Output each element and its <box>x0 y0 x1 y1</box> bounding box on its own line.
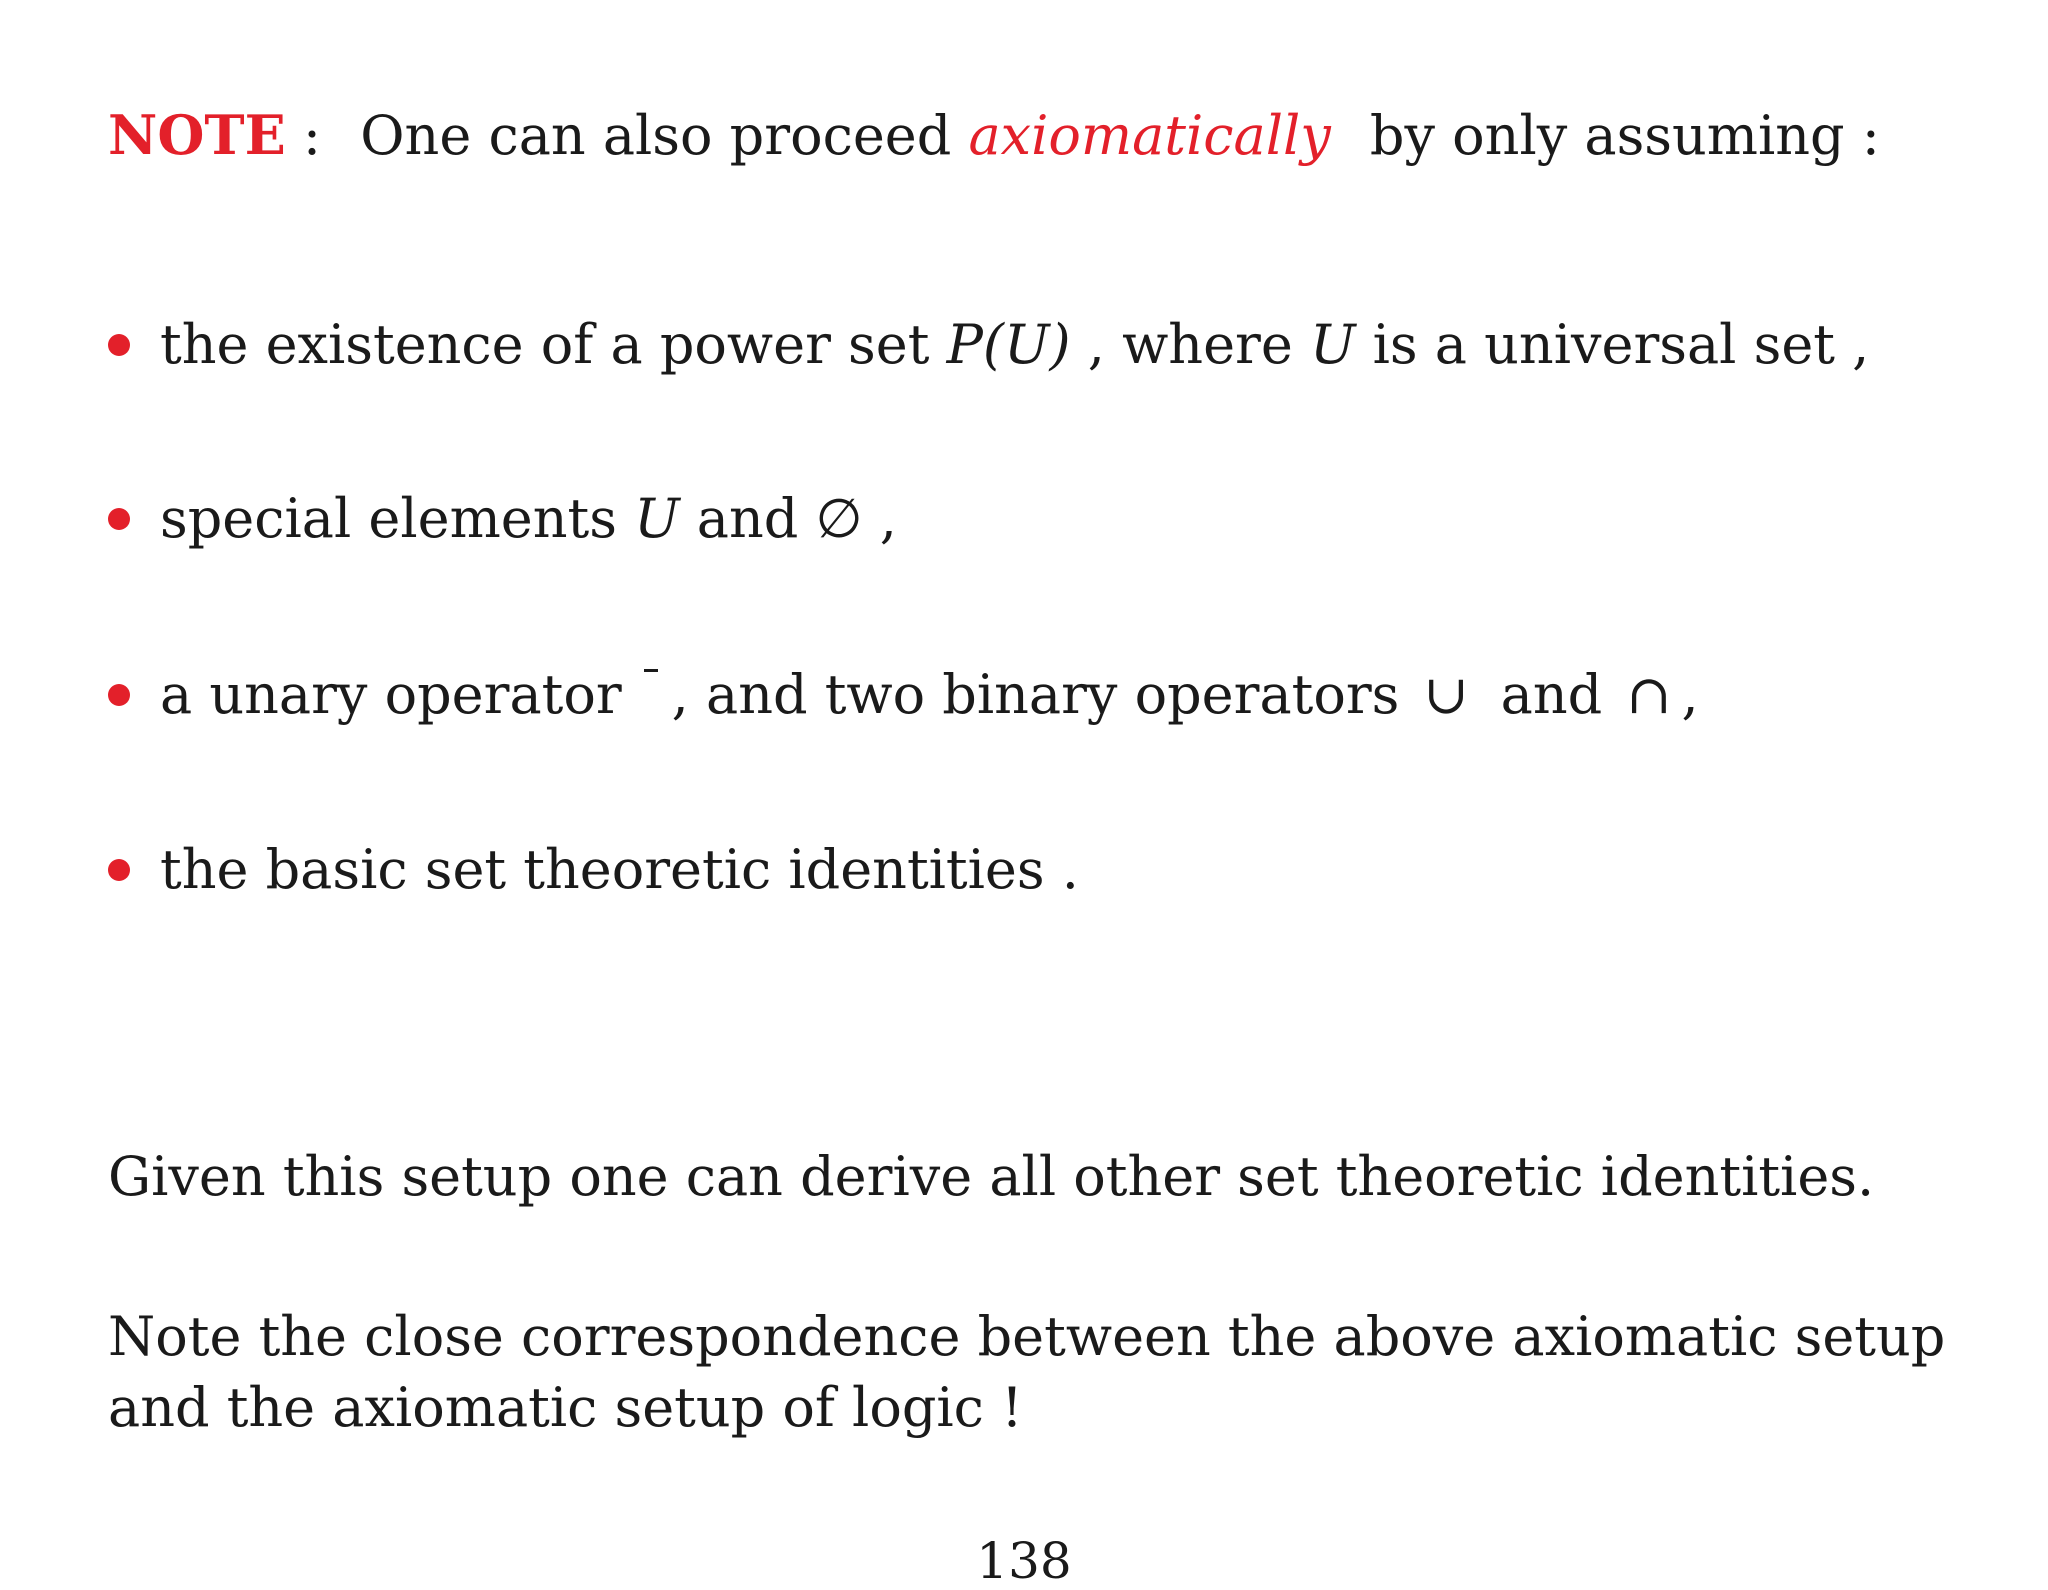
union-symbol: ∪ <box>1423 663 1469 726</box>
page-number: 138 <box>976 1532 1072 1590</box>
bullet-3-text-1: a unary operator <box>160 663 622 726</box>
bullet-item-4 <box>108 838 1079 901</box>
bullet-dot <box>108 508 130 530</box>
bullet-3-text-2: , and two binary operators <box>671 663 1400 726</box>
bullet-item-3 <box>108 663 1699 726</box>
bullet-2-math-u: U <box>634 487 680 550</box>
complement-bar-icon <box>638 673 664 713</box>
bullet-dot <box>108 684 130 706</box>
bullet-1-text-2: , where <box>1070 313 1310 376</box>
bullet-dot <box>108 334 130 356</box>
bullet-3-text-comma: , <box>1681 663 1699 726</box>
bullet-2-math-empty-set: ∅ <box>815 487 863 550</box>
note-colon: : <box>285 104 339 167</box>
bullet-1-text-3: is a universal set , <box>1355 313 1870 376</box>
bullet-4-text-1: the basic set theoretic identities . <box>160 838 1079 901</box>
note-text-before: One can also proceed <box>360 104 969 167</box>
bullet-2-text-1: special elements <box>160 487 635 550</box>
bullet-3-text-and: and <box>1500 663 1603 726</box>
note-text-after: by only assuming : <box>1352 104 1880 167</box>
note-emphasis: axiomatically <box>968 104 1331 167</box>
bullet-1-math-power-set: P(U) <box>946 313 1071 376</box>
bullet-1-text-1: the existence of a power set <box>160 313 947 376</box>
paragraph-correspondence: Note the close correspondence between the above axiomatic setup and the axiomatic setup of logic ! <box>108 1305 1946 1439</box>
paragraph-given-setup: Given this setup one can derive all other set theoretic identities. <box>108 1145 1875 1208</box>
bullet-item-2 <box>108 487 897 550</box>
bullet-dot <box>108 859 130 881</box>
bullet-item-1 <box>108 313 1870 376</box>
intersection-symbol: ∩ <box>1626 663 1672 726</box>
note-line <box>108 103 1880 167</box>
bullet-1-math-u: U <box>1309 313 1356 376</box>
note-label: NOTE <box>108 103 286 167</box>
bullet-2-text-3: , <box>862 487 897 550</box>
bullet-2-text-2: and <box>679 487 816 550</box>
